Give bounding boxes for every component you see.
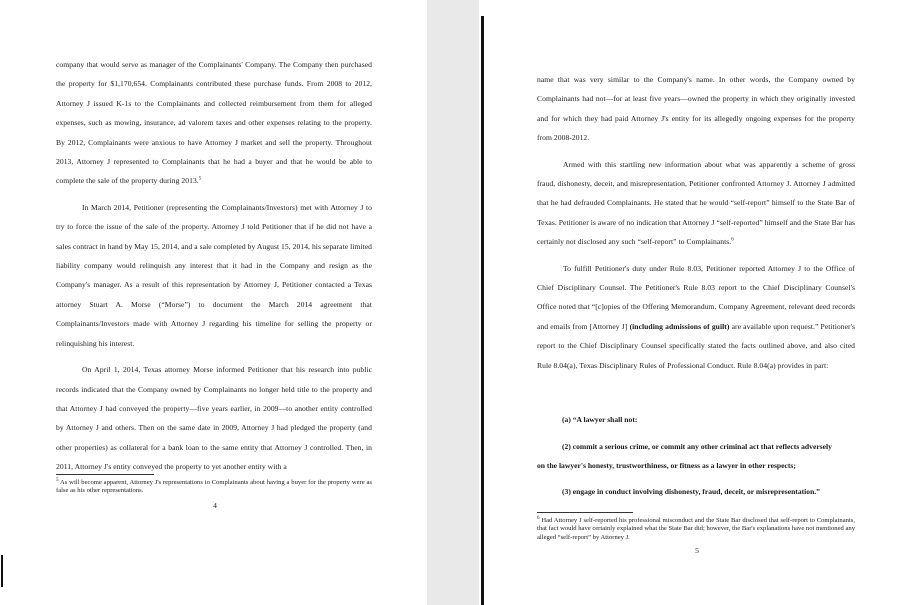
quote-line: on the lawyer's honesty, trustworthiness, or fitness as a lawyer in other respects; <box>537 461 796 470</box>
paragraph-text: To fulfill Petitioner's duty under Rule 8.03, Petitioner reported Attorney J to the Office of Chief Disciplinary Counsel. The Petitioner's Rule 8.03 report to the Chief Disciplinary Counsel's Office noted that “[c]opies of the Offering Memorandum, Company Agreement, relevant deed records and emails from [Attorney J] <box>537 263 855 331</box>
page-number: 5 <box>695 546 699 555</box>
quote-line: (a) “A lawyer shall not: <box>562 415 638 424</box>
quote-line: (3) engage in conduct involving dishonesty, fraud, deceit, or misrepresentation.” <box>562 487 820 496</box>
scan-edge-mark <box>481 16 484 605</box>
paragraph <box>56 55 372 191</box>
document-page-5 <box>479 0 905 605</box>
paragraph-text: company that would serve as manager of the Complainants' Company. The Company then purchased the property for $1,170,654. Complainants contributed these purchase funds. From 2008 to 2012, Attorney J issued K-1s to the Complainants and collected reimbursement from them for alleged expenses, such as mowing, insurance, ad valorem taxes and other expenses relating to the property. By 2012, Complainants were anxious to have Attorney J market and sell the property. Throughout 2013, Attorney J represented to Complainants that he had a buyer and that he would be able to complete the sale of the property during 2013. <box>56 60 372 186</box>
bold-emphasis: (including admissions of guilt) <box>629 321 730 331</box>
footnote-number: 6 <box>537 515 540 521</box>
scan-edge-mark <box>1 555 3 587</box>
paragraph <box>537 155 855 252</box>
paragraph: On April 1, 2014, Texas attorney Morse informed Petitioner that his research into public records indicated that the Company owned by Complainants no longer held title to the property and that Attorney J had conveyed the property—five years earlier, in 2009—to another entity controlled by Attorney J and others. Then on the same date in 2009, Attorney J had pledged the property (and other properties) as collateral for a bank loan to the same entity that Attorney J controlled. Then, in 2011, Attorney J's entity conveyed the property to yet another entity with a <box>56 365 372 472</box>
quote-line: (2) commit a serious crime, or commit any other criminal act that reflects adversely <box>562 442 832 451</box>
footnote <box>537 517 855 542</box>
footnote <box>56 479 372 496</box>
footnote-number: 5 <box>56 477 59 483</box>
footnote-text: As will become apparent, Attorney J's representations to Complainants about having a buyer for the property were as false as his other representations. <box>56 479 372 495</box>
paragraph: name that was very similar to the Company's name. In other words, the Company owned by Complainants had not—for at least five years—owned the property in which they originally invested and for which they had paid Attorney J's entity for its allegedly ongoing expenses for the property from 2008-2012. <box>537 75 855 143</box>
page-number: 4 <box>213 501 217 510</box>
page-5-body <box>537 70 855 375</box>
footnote-divider <box>56 474 154 475</box>
paragraph-text: are available upon request.” Petitioner's report to the Chief Disciplinary Counsel specifically stated the facts outlined above, and also cited Rule 8.04(a), Texas Disciplinary Rules of Professional Conduct. Rule 8.04(a) provides in part: <box>537 321 855 370</box>
paragraph: In March 2014, Petitioner (representing the Complainants/Investors) met with Attorney J to try to force the issue of the sale of the property. Attorney J told Petitioner that if he did not have a sales contract in hand by May 15, 2014, and a sale completed by August 15, 2014, his separate limited liability company would relinquish any interest that it had in the Company and resign as the Company's manager. As a result of this representation by Attorney J, Petitioner contacted a Texas attorney Stuart A. Morse (“Morse”) to document the March 2014 agreement that Complainants/Investors made with Attorney J regarding his timeline for selling the property or relinquishing his interest. <box>56 202 372 348</box>
footnote-divider <box>537 512 633 513</box>
footnote-ref: 5 <box>198 176 202 182</box>
document-page-4 <box>0 0 427 605</box>
paragraph <box>537 259 855 375</box>
footnote-ref: 6 <box>731 237 734 243</box>
page-4-body <box>56 55 372 477</box>
paragraph-text: Armed with this startling new information about what was apparently a scheme of gross fraud, dishonesty, deceit, and misrepresentation, Petitioner confronted Attorney J. Attorney J admitted that he had defrauded Complainants. He stated that he would “self-report” himself to the State Bar of Texas. Petitioner is aware of no indication that Attorney J “self-reported” himself and the State Bar has certainly not disclosed any such “self-report” to Complainants. <box>537 159 855 247</box>
footnote-text: Had Attorney J self-reported his professional misconduct and the State Bar disclosed that self-report to Complainants, that fact would have certainly explained what the State Bar did; however, the Bar's explanations have not mentioned any alleged “self-report” by Attorney J. <box>537 517 856 541</box>
